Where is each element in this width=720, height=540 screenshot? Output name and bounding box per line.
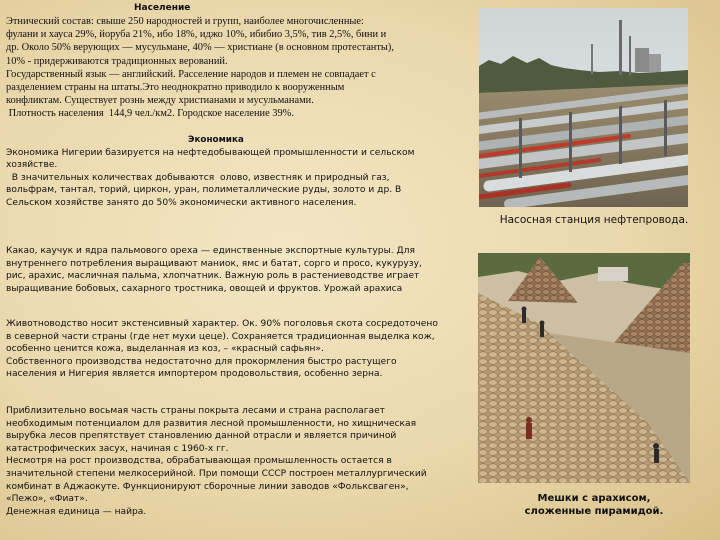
livestock-line-0: Животноводство носит экстенсивный характер. Ок. 90% поголовья скота сосредоточено	[6, 319, 438, 329]
economy-line-2: В значительных количествах добываются олово, известняк и природный газ,	[6, 172, 390, 183]
economy-line-3: вольфрам, тантал, торий, циркон, уран, полиметаллические руды, золото и др. В	[6, 185, 402, 196]
peanut-caption-line-2: сложенные пирамидой.	[524, 506, 664, 517]
pipeline-caption: Насосная станция нефтепровода.	[499, 214, 689, 226]
population-line-2: др. Около 50% верующих — мусульмане, 40% — христиане (в основном протестанты),	[6, 42, 394, 54]
economy-heading: Экономика	[188, 135, 244, 145]
population-line-6: конфликтам. Существует рознь между христианами и мусульманами.	[6, 95, 314, 107]
forest-line-6: комбинат в Аджаокуте. Функционируют сборочные линии заводов «Фольксваген»,	[6, 481, 409, 492]
population-line-0: Этнический состав: свыше 250 народностей и групп, наиболее многочисленные:	[6, 16, 364, 27]
pipeline-image	[479, 8, 688, 207]
forest-line-3: катастрофических засух, начиная с 1960-х гг.	[6, 443, 229, 454]
peanut-caption	[478, 492, 710, 518]
population-line-4: Государственный язык — английский. Расселение народов и племен не совпадает с	[6, 68, 376, 80]
population-line-1: фулани и хауса 29%, йоруба 21%, ибо 18%, иджо 10%, ибибио 3,5%, тив 2,5%, бини и	[6, 29, 387, 41]
agri-line-3: выращивание бобовых, сахарного тростника, овощей и фруктов. Урожай арахиса	[6, 283, 403, 294]
pipeline-photo	[479, 8, 688, 207]
livestock-section	[6, 318, 464, 381]
peanut-pyramids-image	[478, 253, 690, 483]
agri-line-0: Какао, каучук и ядра пальмового ореха — единственные экспортные культуры. Для	[6, 246, 415, 256]
agri-line-1: внутреннего потребления выращивают маниок, ямс и батат, сорго и просо, кукурузу,	[6, 258, 422, 269]
livestock-line-1: в северной части страны (где нет мухи цеце). Сохраняется традиционная выделка кож,	[6, 331, 435, 342]
forest-industry-section	[6, 405, 464, 518]
forest-line-0: Приблизительно восьмая часть страны покрыта лесами и страна располагает	[6, 406, 385, 416]
population-section	[6, 2, 464, 121]
livestock-line-2: особенно ценится кожа, выделанная из коз, – «красный сафьян».	[6, 344, 324, 355]
forest-line-7: «Пежо», «Фиат».	[6, 494, 88, 505]
agriculture-section	[6, 245, 464, 295]
population-line-7: Плотность населения 144,9 чел./км2. Городское население 39%.	[6, 108, 294, 120]
agri-line-2: рис, арахис, масличная пальма, хлопчатник. Важную роль в растениеводстве играет	[6, 271, 420, 282]
forest-line-8: Денежная единица — найра.	[6, 506, 147, 517]
economy-section	[6, 134, 464, 210]
economy-line-1: хозяйстве.	[6, 160, 58, 171]
livestock-line-4: населения и Нигерия является импортером продовольствия, особенно зерна.	[6, 369, 383, 380]
livestock-line-3: Собственного производства недостаточно для прокормления быстро растущего	[6, 356, 397, 367]
economy-line-4: Сельском хозяйстве занято до 50% экономически активного населения.	[6, 197, 357, 208]
forest-line-1: необходимым потенциалом для развития лесной промышленности, но хищническая	[6, 418, 417, 429]
peanut-pyramids-photo	[478, 253, 690, 483]
forest-line-2: вырубка лесов препятствует становлению данной отрасли и является причиной	[6, 431, 397, 442]
economy-line-0: Экономика Нигерии базируется на нефтедобывающей промышленности и сельском	[6, 147, 415, 158]
population-heading: Население	[134, 3, 191, 13]
population-line-3: 10% - придерживаются традиционных верований.	[6, 55, 228, 67]
forest-line-5: значительной степени мелкосерийной. При помощи СССР построен металлургический	[6, 468, 427, 479]
forest-line-4: Несмотря на рост производства, обрабатывающая промышленность остается в	[6, 456, 392, 467]
population-line-5: разделением страны на штаты.Это неоднократно приводило к вооруженным	[6, 82, 345, 94]
peanut-caption-line-1: Мешки с арахисом,	[537, 493, 651, 504]
